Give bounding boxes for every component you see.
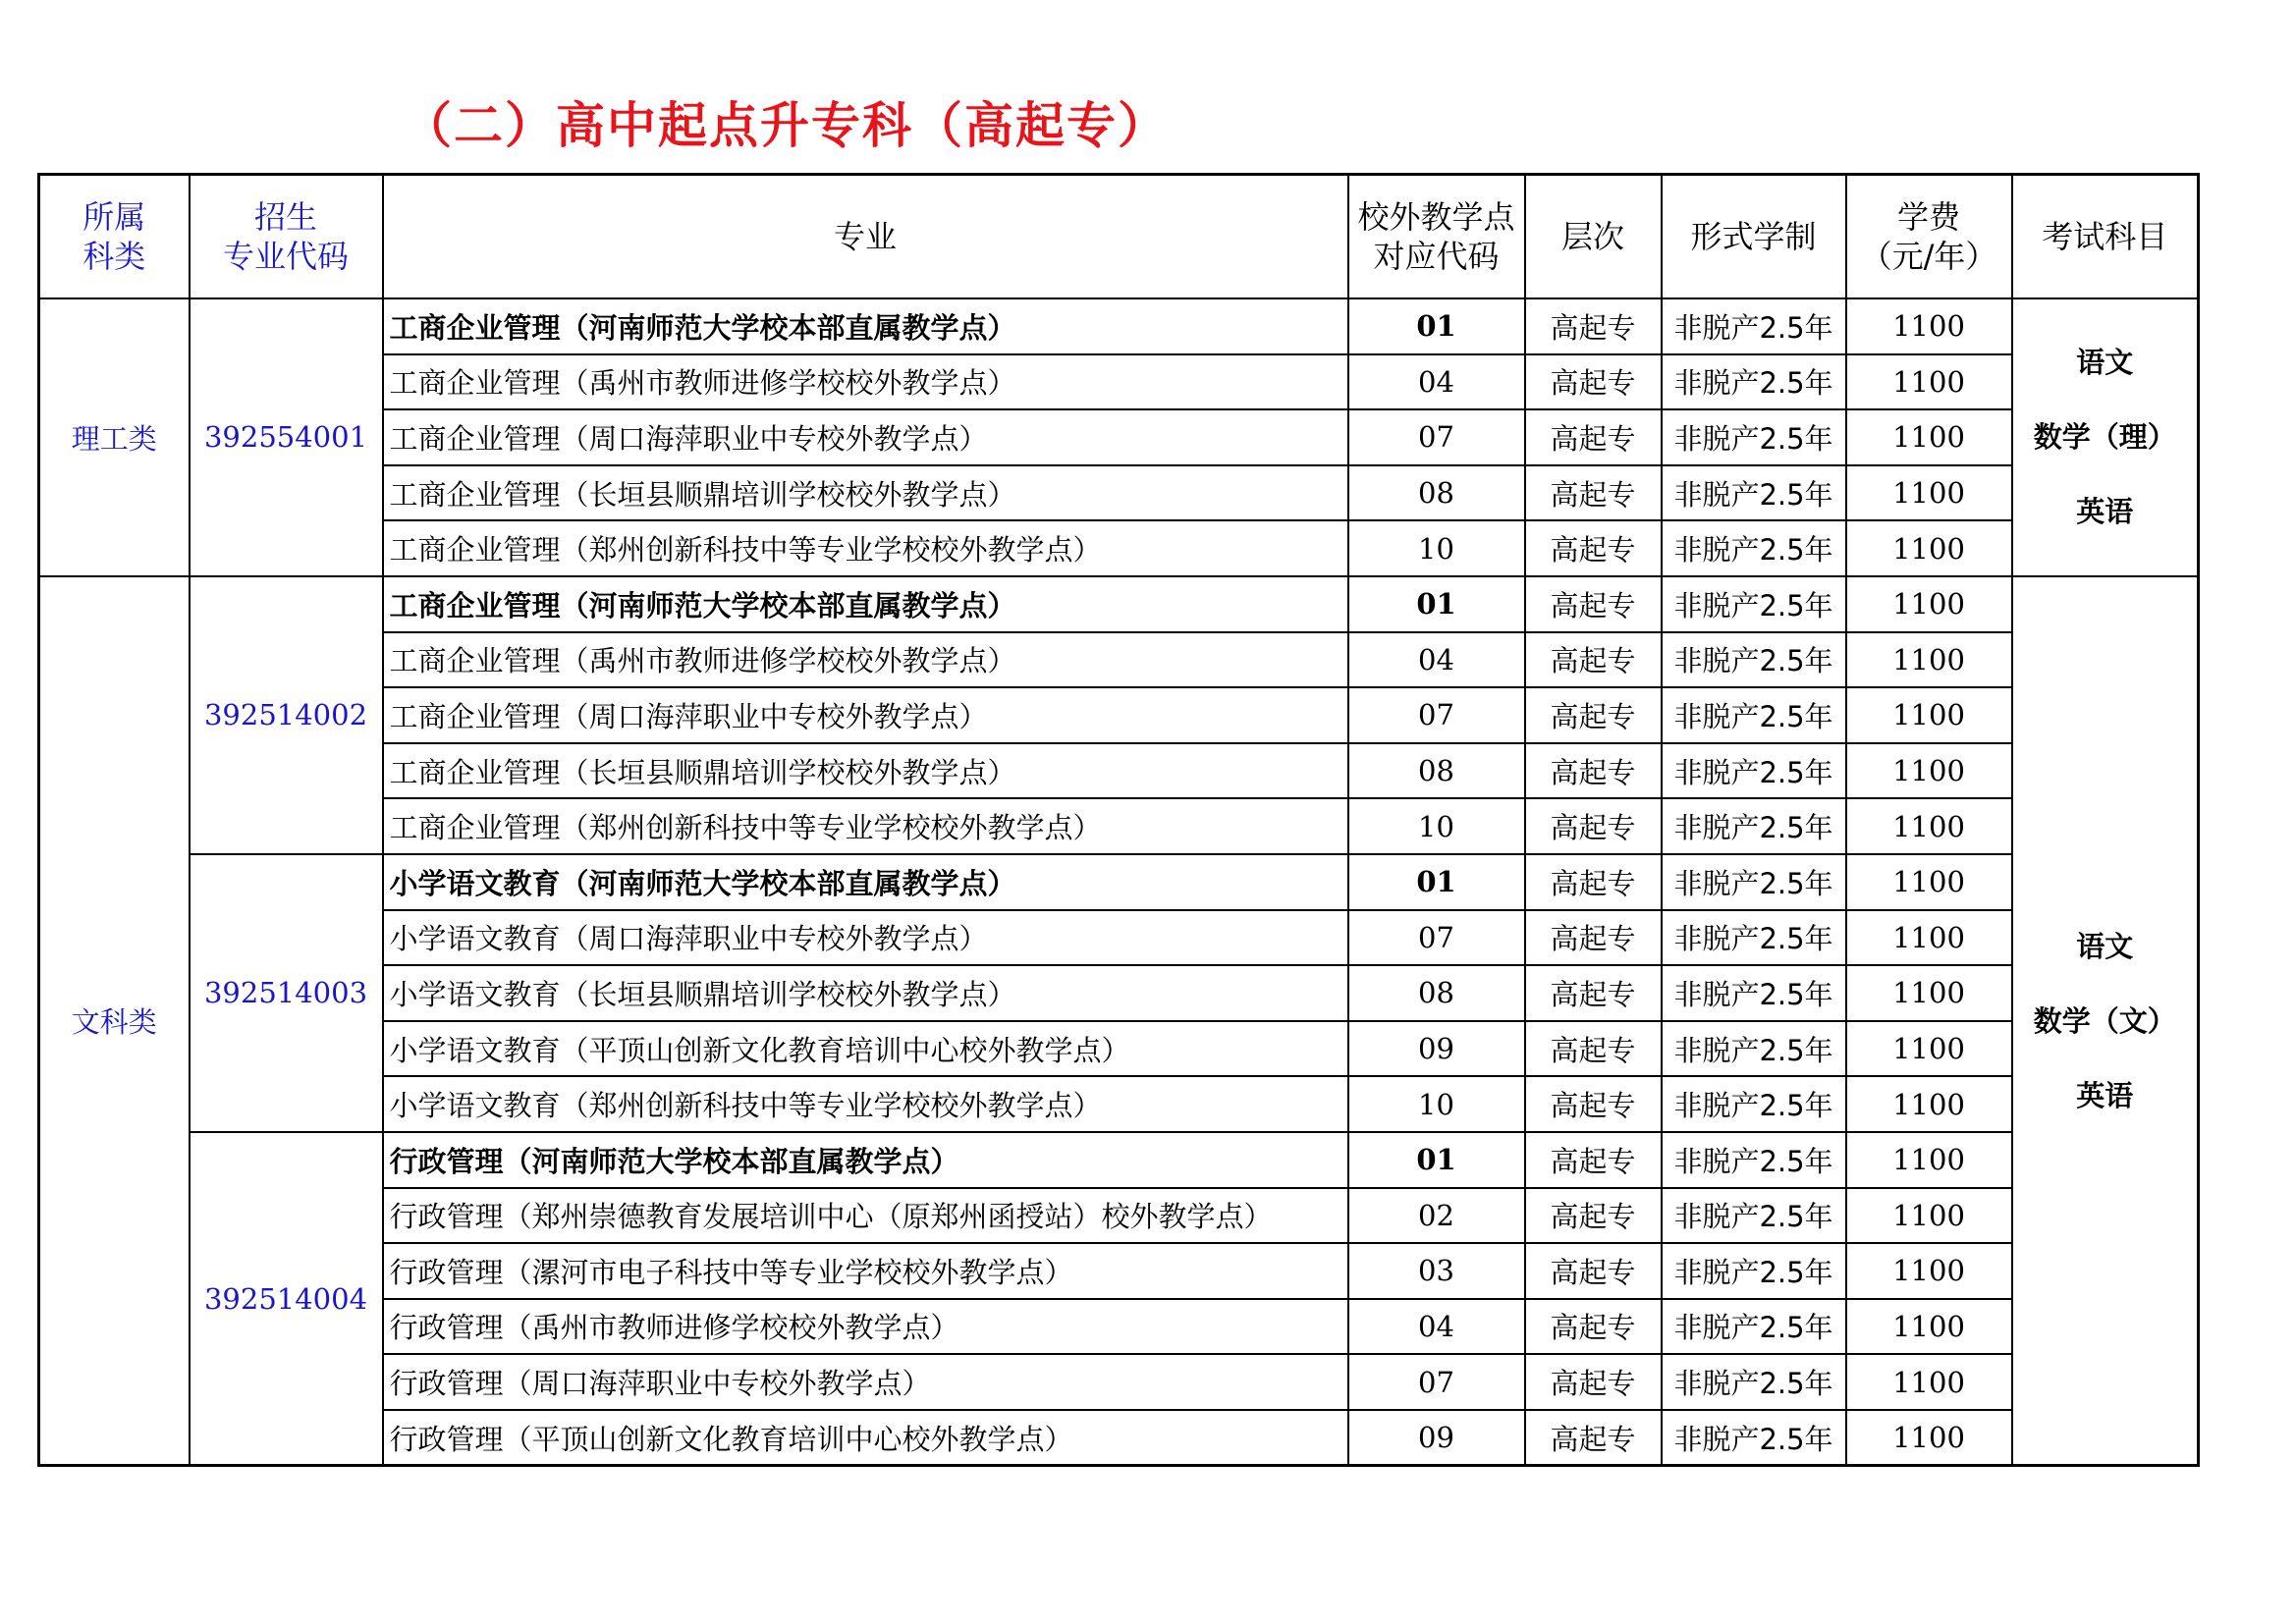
- level-cell: 高起专: [1525, 298, 1662, 354]
- form-cell: 非脱产2.5年: [1662, 1410, 1846, 1466]
- form-cell: 非脱产2.5年: [1662, 1188, 1846, 1244]
- form-cell: 非脱产2.5年: [1662, 1243, 1846, 1299]
- fee-cell: 1100: [1846, 1410, 2012, 1466]
- major-cell: 行政管理（郑州崇德教育发展培训中心（原郑州函授站）校外教学点）: [383, 1188, 1348, 1244]
- exam-subject: 语文: [2076, 346, 2134, 380]
- exam-subjects-cell: [2012, 298, 2199, 576]
- header-row: [39, 175, 2199, 299]
- fee-cell: 1100: [1846, 298, 2012, 354]
- header-program-code-line1: 招生: [253, 198, 317, 236]
- form-cell: 非脱产2.5年: [1662, 743, 1846, 799]
- site-code-cell: 04: [1348, 1299, 1525, 1355]
- major-cell: 行政管理（河南师范大学校本部直属教学点）: [383, 1132, 1348, 1188]
- level-cell: 高起专: [1525, 1188, 1662, 1244]
- major-cell: 工商企业管理（郑州创新科技中等专业学校校外教学点）: [383, 520, 1348, 576]
- header-fee: [1846, 175, 2012, 299]
- fee-cell: 1100: [1846, 632, 2012, 688]
- site-code-cell: 09: [1348, 1021, 1525, 1077]
- level-cell: 高起专: [1525, 910, 1662, 966]
- site-code-cell: 10: [1348, 798, 1525, 854]
- form-cell: 非脱产2.5年: [1662, 298, 1846, 354]
- level-cell: 高起专: [1525, 1410, 1662, 1466]
- fee-cell: 1100: [1846, 465, 2012, 521]
- major-cell: 行政管理（漯河市电子科技中等专业学校校外教学点）: [383, 1243, 1348, 1299]
- fee-cell: 1100: [1846, 576, 2012, 632]
- table-row: [39, 576, 2199, 632]
- program-code-cell: 392514004: [190, 1132, 383, 1466]
- page-title: （二）高中起点升专科（高起专）: [403, 97, 1169, 154]
- form-cell: 非脱产2.5年: [1662, 520, 1846, 576]
- exam-subject: 英语: [2076, 1078, 2134, 1112]
- form-cell: 非脱产2.5年: [1662, 1132, 1846, 1188]
- level-cell: 高起专: [1525, 1243, 1662, 1299]
- level-cell: 高起专: [1525, 1354, 1662, 1410]
- site-code-cell: 03: [1348, 1243, 1525, 1299]
- level-cell: 高起专: [1525, 354, 1662, 410]
- major-cell: 行政管理（周口海萍职业中专校外教学点）: [383, 1354, 1348, 1410]
- major-cell: 工商企业管理（长垣县顺鼎培训学校校外教学点）: [383, 465, 1348, 521]
- major-cell: 工商企业管理（河南师范大学校本部直属教学点）: [383, 298, 1348, 354]
- major-cell: 工商企业管理（河南师范大学校本部直属教学点）: [383, 576, 1348, 632]
- form-cell: 非脱产2.5年: [1662, 910, 1846, 966]
- form-cell: 非脱产2.5年: [1662, 687, 1846, 743]
- level-cell: 高起专: [1525, 1076, 1662, 1132]
- program-code-cell: 392514002: [190, 576, 383, 854]
- form-cell: 非脱产2.5年: [1662, 1021, 1846, 1077]
- site-code-cell: 01: [1348, 576, 1525, 632]
- fee-cell: 1100: [1846, 910, 2012, 966]
- major-cell: 小学语文教育（周口海萍职业中专校外教学点）: [383, 910, 1348, 966]
- site-code-cell: 07: [1348, 910, 1525, 966]
- fee-cell: 1100: [1846, 1243, 2012, 1299]
- header-fee-line2: （元/年）: [1860, 238, 1997, 275]
- site-code-cell: 09: [1348, 1410, 1525, 1466]
- header-subjects: 考试科目: [2012, 175, 2199, 299]
- site-code-cell: 08: [1348, 743, 1525, 799]
- major-cell: 工商企业管理（周口海萍职业中专校外教学点）: [383, 687, 1348, 743]
- site-code-cell: 02: [1348, 1188, 1525, 1244]
- major-cell: 小学语文教育（长垣县顺鼎培训学校校外教学点）: [383, 965, 1348, 1021]
- header-level: 层次: [1525, 175, 1662, 299]
- level-cell: 高起专: [1525, 409, 1662, 465]
- enrollment-table: [37, 173, 2200, 1467]
- level-cell: 高起专: [1525, 1021, 1662, 1077]
- level-cell: 高起专: [1525, 465, 1662, 521]
- form-cell: 非脱产2.5年: [1662, 1299, 1846, 1355]
- level-cell: 高起专: [1525, 687, 1662, 743]
- header-site-code-line2: 对应代码: [1373, 238, 1500, 275]
- fee-cell: 1100: [1846, 1299, 2012, 1355]
- header-category-line2: 科类: [82, 238, 146, 275]
- table-row: [39, 1132, 2199, 1188]
- table-body: [39, 298, 2199, 1466]
- form-cell: 非脱产2.5年: [1662, 854, 1846, 910]
- site-code-cell: 08: [1348, 965, 1525, 1021]
- header-site-code-line1: 校外教学点: [1357, 198, 1515, 236]
- exam-subject: 英语: [2076, 495, 2134, 529]
- site-code-cell: 01: [1348, 854, 1525, 910]
- major-cell: 工商企业管理（长垣县顺鼎培训学校校外教学点）: [383, 743, 1348, 799]
- form-cell: 非脱产2.5年: [1662, 798, 1846, 854]
- level-cell: 高起专: [1525, 520, 1662, 576]
- site-code-cell: 07: [1348, 409, 1525, 465]
- fee-cell: 1100: [1846, 520, 2012, 576]
- site-code-cell: 08: [1348, 465, 1525, 521]
- form-cell: 非脱产2.5年: [1662, 576, 1846, 632]
- level-cell: 高起专: [1525, 576, 1662, 632]
- exam-subject: 数学（文）: [2033, 1003, 2176, 1038]
- major-cell: 小学语文教育（河南师范大学校本部直属教学点）: [383, 854, 1348, 910]
- major-cell: 行政管理（平顶山创新文化教育培训中心校外教学点）: [383, 1410, 1348, 1466]
- site-code-cell: 01: [1348, 298, 1525, 354]
- fee-cell: 1100: [1846, 1188, 2012, 1244]
- header-site-code: [1348, 175, 1525, 299]
- header-program-code-line2: 专业代码: [222, 238, 349, 275]
- site-code-cell: 04: [1348, 354, 1525, 410]
- program-code-cell: 392554001: [190, 298, 383, 576]
- fee-cell: 1100: [1846, 687, 2012, 743]
- fee-cell: 1100: [1846, 354, 2012, 410]
- major-cell: 工商企业管理（周口海萍职业中专校外教学点）: [383, 409, 1348, 465]
- level-cell: 高起专: [1525, 1132, 1662, 1188]
- form-cell: 非脱产2.5年: [1662, 1354, 1846, 1410]
- form-cell: 非脱产2.5年: [1662, 1076, 1846, 1132]
- category-cell: 文科类: [39, 576, 190, 1466]
- level-cell: 高起专: [1525, 1299, 1662, 1355]
- header-category-line1: 所属: [82, 198, 146, 236]
- exam-subjects-cell: [2012, 576, 2199, 1466]
- site-code-cell: 10: [1348, 1076, 1525, 1132]
- fee-cell: 1100: [1846, 1132, 2012, 1188]
- fee-cell: 1100: [1846, 1021, 2012, 1077]
- site-code-cell: 07: [1348, 1354, 1525, 1410]
- major-cell: 工商企业管理（禹州市教师进修学校校外教学点）: [383, 632, 1348, 688]
- level-cell: 高起专: [1525, 798, 1662, 854]
- fee-cell: 1100: [1846, 409, 2012, 465]
- major-cell: 工商企业管理（禹州市教师进修学校校外教学点）: [383, 354, 1348, 410]
- level-cell: 高起专: [1525, 743, 1662, 799]
- header-program-code: [190, 175, 383, 299]
- site-code-cell: 04: [1348, 632, 1525, 688]
- fee-cell: 1100: [1846, 1354, 2012, 1410]
- header-form: 形式学制: [1662, 175, 1846, 299]
- table-row: [39, 854, 2199, 910]
- site-code-cell: 07: [1348, 687, 1525, 743]
- major-cell: 工商企业管理（郑州创新科技中等专业学校校外教学点）: [383, 798, 1348, 854]
- level-cell: 高起专: [1525, 965, 1662, 1021]
- header-category: [39, 175, 190, 299]
- category-cell: 理工类: [39, 298, 190, 576]
- level-cell: 高起专: [1525, 854, 1662, 910]
- fee-cell: 1100: [1846, 854, 2012, 910]
- fee-cell: 1100: [1846, 798, 2012, 854]
- form-cell: 非脱产2.5年: [1662, 354, 1846, 410]
- level-cell: 高起专: [1525, 632, 1662, 688]
- major-cell: 行政管理（禹州市教师进修学校校外教学点）: [383, 1299, 1348, 1355]
- fee-cell: 1100: [1846, 743, 2012, 799]
- major-cell: 小学语文教育（郑州创新科技中等专业学校校外教学点）: [383, 1076, 1348, 1132]
- site-code-cell: 10: [1348, 520, 1525, 576]
- table-row: [39, 298, 2199, 354]
- header-major: 专业: [383, 175, 1348, 299]
- exam-subject: 数学（理）: [2033, 420, 2176, 455]
- program-code-cell: 392514003: [190, 854, 383, 1132]
- site-code-cell: 01: [1348, 1132, 1525, 1188]
- form-cell: 非脱产2.5年: [1662, 409, 1846, 465]
- form-cell: 非脱产2.5年: [1662, 965, 1846, 1021]
- header-fee-line1: 学费: [1896, 198, 1960, 236]
- form-cell: 非脱产2.5年: [1662, 632, 1846, 688]
- form-cell: 非脱产2.5年: [1662, 465, 1846, 521]
- fee-cell: 1100: [1846, 1076, 2012, 1132]
- exam-subject: 语文: [2076, 929, 2134, 963]
- fee-cell: 1100: [1846, 965, 2012, 1021]
- major-cell: 小学语文教育（平顶山创新文化教育培训中心校外教学点）: [383, 1021, 1348, 1077]
